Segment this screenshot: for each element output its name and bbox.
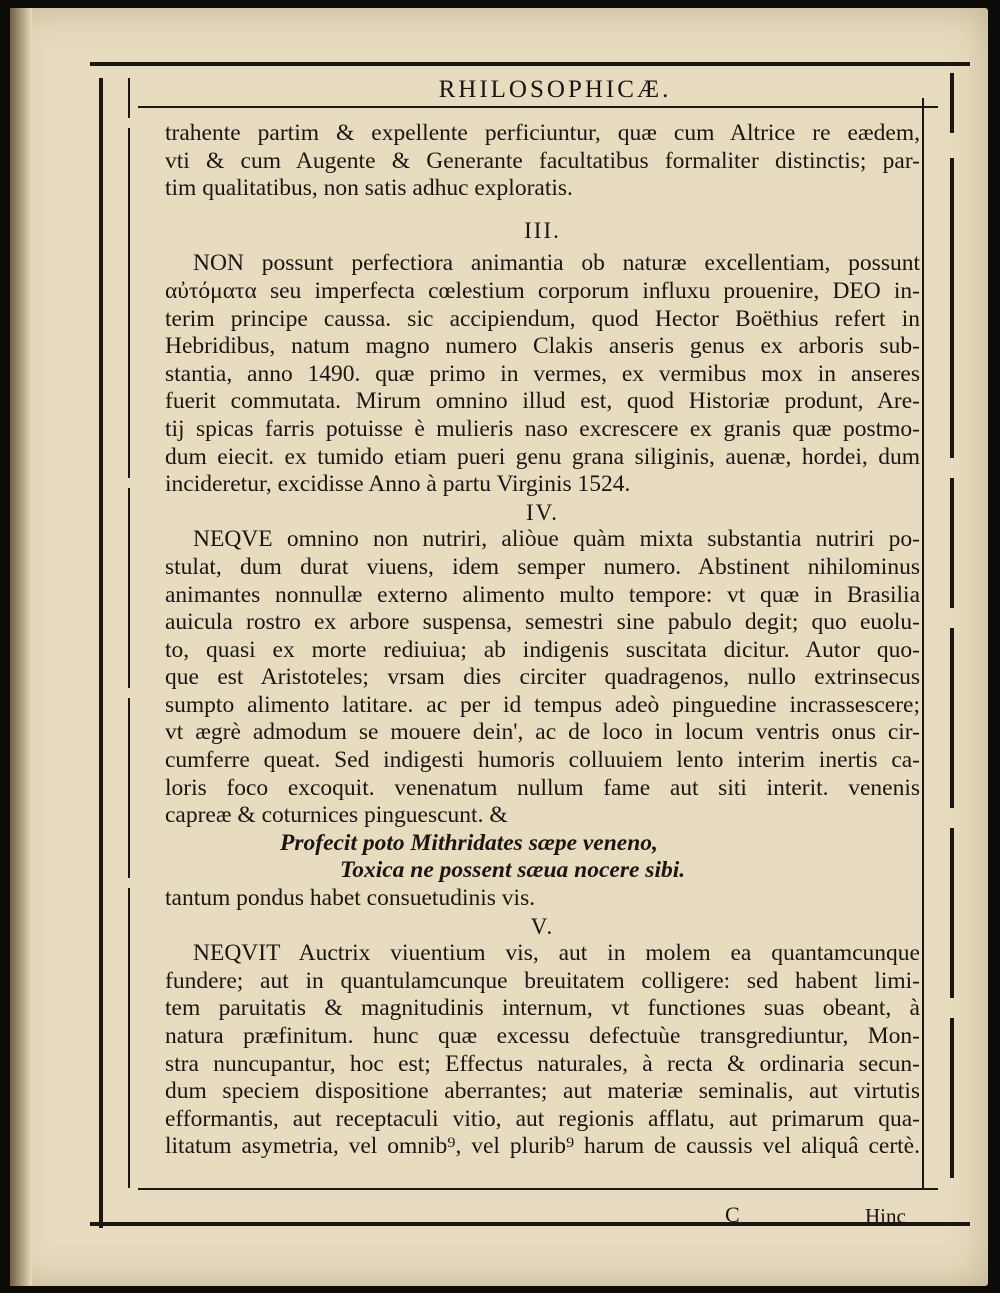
text-line: NEQVE omnino non nutriri, aliòue quàm mixta substantia nutriri po- <box>193 526 920 553</box>
bottom-rule <box>90 1222 970 1226</box>
text-line: NON possunt perfectiora animantia ob naturæ excellentiam, possunt <box>193 250 920 277</box>
binding-gutter <box>10 8 32 1286</box>
text-line: animantes nonnullæ externo alimento multo tempore: vt quæ in Brasilia <box>165 581 920 608</box>
text-line: incideretur, excidisse Anno à partu Virginis 1524. <box>165 471 631 498</box>
book-page <box>10 8 988 1286</box>
right-border-bar <box>950 828 954 998</box>
text-line: stra nuncupantur, hoc est; Effectus naturales, à recta & ordinaria secun- <box>165 1050 920 1077</box>
text-line: sumpto alimento latitare. ac per id tempus adeò pinguedine incrassescere; <box>165 691 920 718</box>
left-inner-bar <box>128 488 130 688</box>
text-line: αὐτόματα seu imperfecta cœlestium corporum influxu prouenire, DEO in- <box>165 277 920 304</box>
text-line: to, quasi ex morte rediuiua; ab indigenis suscitata dicitur. Autor quo- <box>165 636 920 663</box>
verse-line: Profecit poto Mithridates sæpe veneno, <box>280 829 658 856</box>
right-inner-bar <box>922 98 924 1188</box>
text-line: NEQVIT Auctrix viuentium vis, aut in molem ea quantamcunque <box>193 940 920 967</box>
text-line: tim qualitatibus, non satis adhuc exploratis. <box>165 175 573 202</box>
text-line: natura præfinitum. hunc quæ excessu defectuùe transgrediuntur, Mon- <box>165 1023 920 1049</box>
text-line: capreæ & coturnices pinguescunt. & <box>165 802 508 829</box>
text-line: loris foco excoquit. venenatum nullum fame aut siti interit. venenis <box>165 774 920 801</box>
top-rule <box>90 62 970 66</box>
text-line: cumferre queat. Sed indigesti humoris colluuiem lento interim inertis ca- <box>165 747 920 774</box>
text-line: stantia, anno 1490. quæ primo in vermes, ex vermibus mox in anseres <box>165 360 920 387</box>
left-border-bar <box>99 78 103 1228</box>
text-line: vt ægrè admodum se mouere dein', ac de loco in locum ventris onus cir- <box>165 719 920 746</box>
text-line: vti & cum Augente & Generante facultatibus formaliter distinctis; par- <box>165 147 920 174</box>
text-line: que est Aristoteles; vrsam dies circiter quadragenos, nullo extrinsecus <box>165 664 920 691</box>
section-heading-v: V. <box>530 913 555 939</box>
text-line: fundere; aut in quantulamcunque breuitatem colligere: sed habent limi- <box>165 967 920 994</box>
right-border-bar <box>950 1018 954 1178</box>
text-line: terim principe caussa. sic accipiendum, quod Hector Boëthius refert in <box>165 305 920 332</box>
left-inner-bar <box>128 78 130 118</box>
text-line: litatum asymetria, vel omnib⁹, vel plurib⁹ harum de caussis vel aliquâ certè. <box>165 1133 920 1160</box>
text-line: trahente partim & expellente perficiuntur, quæ cum Altrice re eædem, <box>165 120 920 146</box>
text-line: dum speciem dispositione aberrantes; aut materiæ seminalis, aut virtutis <box>165 1078 920 1105</box>
left-inner-bar <box>128 698 130 878</box>
text-line: efformantis, aut receptaculi vitio, aut regionis afflatu, aut primarum qua- <box>165 1105 920 1132</box>
header-rule <box>138 106 938 108</box>
text-line: fuerit commutata. Mirum omnino illud est, quod Historiæ produnt, Are- <box>165 388 920 415</box>
right-border-bar <box>950 628 954 808</box>
section-heading-iv: IV. <box>525 499 560 525</box>
left-inner-bar <box>128 128 130 478</box>
text-line: Hebridibus, natum magno numero Clakis anseris genus ex arboris sub- <box>165 333 920 360</box>
section-heading-iii: III. <box>524 217 561 243</box>
left-inner-bar <box>128 888 130 1188</box>
running-head: RHILOSOPHICÆ. <box>438 76 672 103</box>
signature-mark: C <box>725 1202 740 1227</box>
text-line: tem paruitatis & magnitudinis internum, vt functiones suas obeant, à <box>165 995 920 1022</box>
verse-line: Toxica ne possent sæua nocere sibi. <box>340 857 686 884</box>
right-border-bar <box>950 478 954 608</box>
text-line: tij spicas farris potuisse è mulieris naso excrescere ex granis quæ postmo- <box>165 415 920 442</box>
text-line: dum eiecit. ex tumido etiam pueri genu grana siliginis, auenæ, hordei, dum <box>165 443 920 470</box>
text-line: auicula rostro ex arbore suspensa, semestri sine pabulo degit; quo euolu- <box>165 609 920 636</box>
text-block <box>165 120 920 1161</box>
text-line: tantum pondus habet consuetudinis vis. <box>165 885 536 912</box>
text-line: stulat, dum durat viuens, idem semper numero. Abstinent nihilominus <box>165 553 920 580</box>
footer-rule <box>138 1188 938 1190</box>
catchword: Hinc <box>865 1204 906 1228</box>
right-border-bar <box>950 158 954 458</box>
